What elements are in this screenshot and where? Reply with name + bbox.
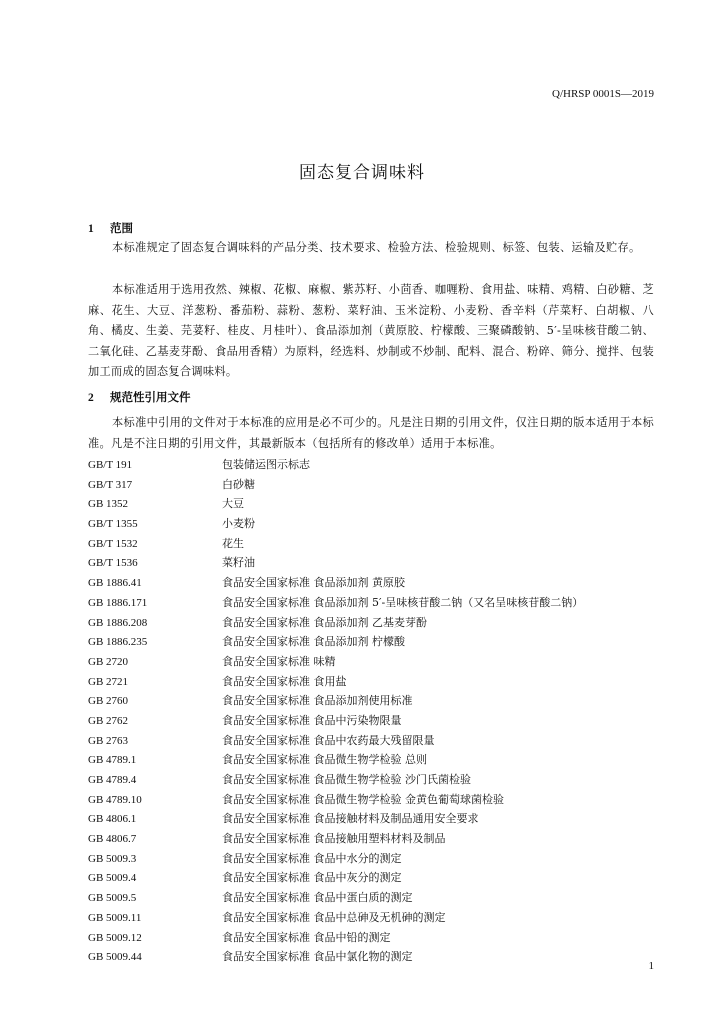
reference-title: 大豆 xyxy=(222,497,244,511)
reference-row xyxy=(88,691,658,711)
reference-title: 食品安全国家标准 食品中污染物限量 xyxy=(222,713,402,727)
reference-code: GB 1886.235 xyxy=(88,636,148,649)
reference-code: GB/T 1536 xyxy=(88,557,138,570)
scope-paragraph-1: 本标准规定了固态复合调味料的产品分类、技术要求、检验方法、检验规则、标签、包装、运输及贮存。 xyxy=(112,241,641,254)
reference-code: GB 2763 xyxy=(88,734,129,747)
section-title: 规范性引用文件 xyxy=(110,390,191,404)
document-title: 固态复合调味料 xyxy=(299,163,425,183)
reference-title: 食品安全国家标准 食品中水分的测定 xyxy=(222,851,402,865)
reference-row xyxy=(88,829,658,849)
reference-code: GB 5009.44 xyxy=(88,951,142,964)
reference-title: 小麦粉 xyxy=(222,517,255,531)
reference-row xyxy=(88,514,658,534)
reference-row xyxy=(88,947,658,967)
standard-code: Q/HRSP 0001S—2019 xyxy=(552,88,654,100)
reference-code: GB 5009.12 xyxy=(88,931,142,944)
reference-row xyxy=(88,770,658,790)
reference-row xyxy=(88,711,658,731)
reference-row xyxy=(88,652,658,672)
reference-title: 包装储运图示标志 xyxy=(222,458,310,471)
reference-code: GB 5009.11 xyxy=(88,911,142,924)
reference-row xyxy=(88,868,658,888)
scope-paragraph-2: 本标准适用于选用孜然、辣椒、花椒、麻椒、紫苏籽、小茴香、咖喱粉、食用盐、味精、鸡精、白砂糖、芝麻、花生、大豆、洋葱粉、番茄粉、蒜粉、葱粉、菜籽油、玉米淀粉、小麦粉、香辛料（芹菜籽、白胡椒、八角、橘皮、生姜、芫荽籽、桂皮、月桂叶）、食品添加剂（黄原胶、柠檬酸、三聚磷酸钠、5′-呈味核苷酸二钠、二氧化硅、乙基麦芽酚、食品用香精）为原料，经选料、炒制或不炒制、配料、混合、粉碎、筛分、搅拌、包装加工而成的固态复合调味料。 xyxy=(88,283,654,379)
reference-title: 食品安全国家标准 食品中总砷及无机砷的测定 xyxy=(222,910,446,924)
reference-title: 食品安全国家标准 食品微生物学检验 总则 xyxy=(222,753,427,767)
reference-code: GB 5009.4 xyxy=(88,872,137,885)
reference-title: 食品安全国家标准 食品中铅的测定 xyxy=(222,930,391,944)
reference-title: 食品安全国家标准 食品添加剂 5′-呈味核苷酸二钠（又名呈味核苷酸二钠） xyxy=(222,595,584,609)
reference-code: GB 2762 xyxy=(88,714,129,727)
reference-row xyxy=(88,593,658,613)
reference-row xyxy=(88,790,658,810)
reference-title: 白砂糖 xyxy=(222,477,255,491)
reference-code: GB 4789.1 xyxy=(88,754,137,767)
reference-code: GB 1886.171 xyxy=(88,596,148,609)
reference-code: GB 4789.4 xyxy=(88,774,137,786)
reference-code: GB 2760 xyxy=(88,695,129,708)
reference-title: 食品安全国家标准 食品接触用塑料材料及制品 xyxy=(222,832,446,846)
reference-title: 食品安全国家标准 食品中灰分的测定 xyxy=(222,871,402,885)
reference-row xyxy=(88,613,658,633)
reference-title: 食品安全国家标准 食品添加剂 乙基麦芽酚 xyxy=(222,615,427,629)
reference-code: GB 4806.7 xyxy=(88,833,137,846)
reference-title: 菜籽油 xyxy=(222,556,255,570)
reference-code: GB/T 1355 xyxy=(88,518,138,531)
reference-title: 食品安全国家标准 食品微生物学检验 金黄色葡萄球菌检验 xyxy=(222,792,504,806)
reference-row xyxy=(88,573,658,593)
reference-code: GB 1352 xyxy=(88,498,129,511)
reference-code: GB 5009.5 xyxy=(88,892,137,905)
page-number: 1 xyxy=(648,960,654,972)
reference-title: 食品安全国家标准 食品微生物学检验 沙门氏菌检验 xyxy=(222,773,471,786)
reference-code: GB/T 191 xyxy=(88,459,133,471)
reference-row xyxy=(88,494,658,514)
section-title: 范围 xyxy=(110,221,134,235)
section-number: 2 xyxy=(88,392,94,404)
reference-title: 食品安全国家标准 食用盐 xyxy=(222,674,347,688)
reference-code: GB/T 317 xyxy=(88,478,133,491)
reference-row xyxy=(88,809,658,829)
reference-row xyxy=(88,534,658,554)
section-1-heading xyxy=(88,220,133,236)
reference-row xyxy=(88,455,658,475)
reference-row xyxy=(88,475,658,495)
reference-title: 花生 xyxy=(222,536,244,550)
reference-code: GB 2721 xyxy=(88,675,129,688)
reference-title: 食品安全国家标准 食品中蛋白质的测定 xyxy=(222,891,413,905)
reference-row xyxy=(88,928,658,948)
reference-title: 食品安全国家标准 食品添加剂 柠檬酸 xyxy=(222,635,405,649)
reference-row xyxy=(88,849,658,869)
section-2-heading xyxy=(88,389,191,405)
reference-title: 食品安全国家标准 食品添加剂使用标准 xyxy=(222,694,413,708)
reference-code: GB 5009.3 xyxy=(88,852,137,865)
reference-row xyxy=(88,672,658,692)
reference-list xyxy=(88,455,658,967)
reference-code: GB 1886.208 xyxy=(88,616,148,629)
reference-row xyxy=(88,553,658,573)
reference-code: GB 1886.41 xyxy=(88,577,142,590)
reference-code: GB 2720 xyxy=(88,655,129,668)
reference-title: 食品安全国家标准 食品添加剂 黄原胶 xyxy=(222,576,405,590)
reference-title: 食品安全国家标准 食品中农药最大残留限量 xyxy=(222,733,435,747)
reference-title: 食品安全国家标准 味精 xyxy=(222,654,336,668)
reference-title: 食品安全国家标准 食品中氯化物的测定 xyxy=(222,950,413,964)
reference-row xyxy=(88,731,658,751)
section-number: 1 xyxy=(88,223,94,235)
reference-row xyxy=(88,888,658,908)
reference-row xyxy=(88,908,658,928)
normative-references-paragraph: 本标准中引用的文件对于本标准的应用是必不可少的。凡是注日期的引用文件，仅注日期的版本适用于本标准。凡是不注日期的引用文件，其最新版本（包括所有的修改单）适用于本标准。 xyxy=(88,416,654,450)
reference-code: GB 4806.1 xyxy=(88,813,137,826)
reference-row xyxy=(88,750,658,770)
reference-title: 食品安全国家标准 食品接触材料及制品通用安全要求 xyxy=(222,812,479,826)
reference-row xyxy=(88,632,658,652)
reference-code: GB/T 1532 xyxy=(88,537,138,550)
reference-code: GB 4789.10 xyxy=(88,793,142,806)
